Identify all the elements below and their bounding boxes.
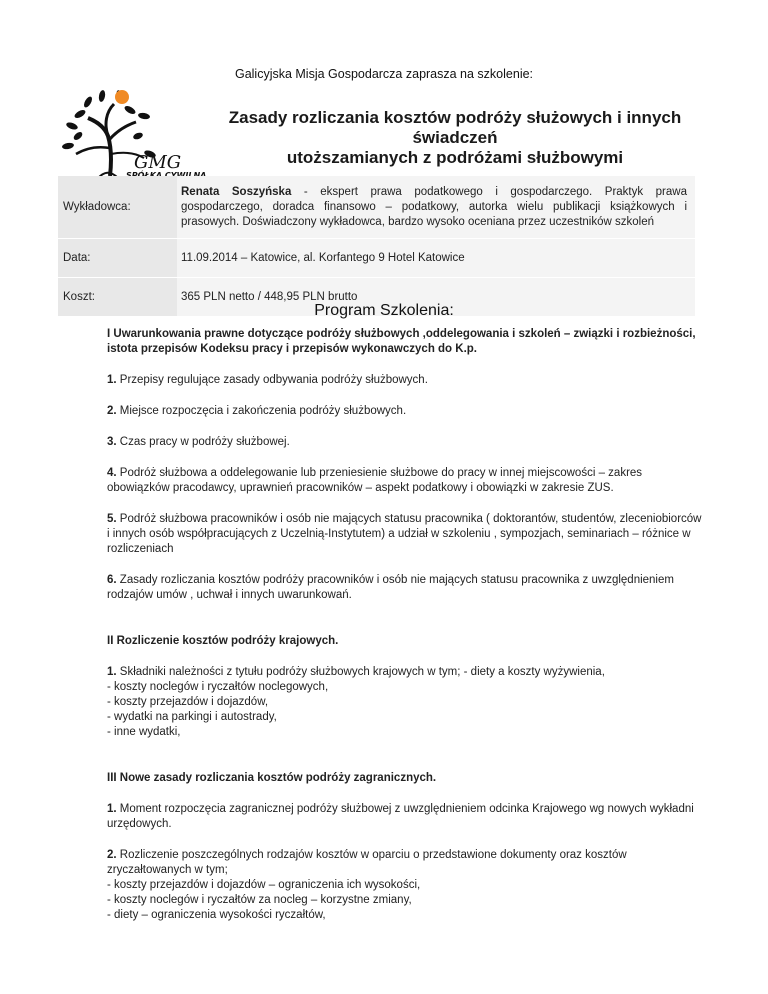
list-item: 1. Składniki należności z tytułu podróży służbowych krajowych w tym; - diety a koszty wyżywienia,	[107, 666, 605, 678]
lecturer-desc: - ekspert prawa podatkowego i gospodarczego. Praktyk prawa gospodarczego, doradca finansowo – podatkowy, autorka wielu publikacji książkowych i prasowych. Doświadczony wykładowca, bardzo wysoko oceniana przez uczestników szkoleń	[181, 185, 687, 228]
program-content	[107, 327, 707, 923]
lecturer-value	[177, 176, 695, 239]
sub-item: - koszty przejazdów i dojazdów – ograniczenia ich wysokości,	[107, 879, 421, 891]
list-item: 1. Przepisy regulujące zasady odbywania podróży służbowych.	[107, 374, 428, 386]
page-title: Zasady rozliczania kosztów podróży służowych i innych świadczeń utoższamianych z podróżami służbowymi	[228, 108, 682, 167]
lecturer-label: Wykładowca:	[58, 176, 177, 239]
info-table	[58, 176, 695, 316]
list-item: 5. Podróż służbowa pracowników i osób nie mających statusu pracownika ( doktorantów, studentów, zleceniobiorców i innych osób współpracujących z Uczelnią-Instytutem) a udział w szkoleniu , sympozjach, seminariach – różnice w rozliczeniach	[107, 513, 702, 555]
program-title: Program Szkolenia:	[314, 302, 454, 319]
sub-item: - inne wydatki,	[107, 726, 181, 738]
list-item: 2. Rozliczenie poszczególnych rodzajów kosztów w oparciu o przedstawione dokumenty oraz kosztów zryczałtowanych w tym;	[107, 849, 627, 876]
lecturer-name: Renata Soszyńska	[181, 185, 292, 198]
date-value: 11.09.2014 – Katowice, al. Korfantego 9 Hotel Katowice	[177, 239, 695, 278]
sub-item: - koszty noclegów i ryczałtów noclegowych,	[107, 681, 329, 693]
list-item: 4. Podróż służbowa a oddelegowanie lub przeniesienie służbowe do pracy w innej miejscowości – zakres obowiązków pracodawcy, uprawnień pracowników – aspekt podatkowy i obowiązki w zakresie ZUS.	[107, 467, 643, 494]
section-1-title: I Uwarunkowania prawne dotyczące podróży służbowych ,oddelegowania i szkoleń – związki i rozbieżności, istota przepisów Kodeksu pracy i przepisów wykonawczych do K.p.	[107, 328, 696, 355]
logo-text: GMG	[134, 152, 182, 173]
sub-item: - koszty noclegów i ryczałtów za nocleg – korzystne zmiany,	[107, 894, 412, 906]
cost-value: 365 PLN netto / 448,95 PLN brutto	[177, 278, 695, 317]
invite-line: Galicyjska Misja Gospodarcza zaprasza na szkolenie:	[234, 67, 534, 81]
list-item: 6. Zasady rozliczania kosztów podróży pracowników i osób nie mających statusu pracownika z uwzględnieniem rodzajów umów , uchwał i innych uwarunkowań.	[107, 574, 674, 601]
sun-icon	[115, 90, 129, 104]
list-item: 3. Czas pracy w podróży służbowej.	[107, 436, 290, 448]
date-row	[58, 239, 695, 278]
list-item: 1. Moment rozpoczęcia zagranicznej podróży służbowej z uwzględnieniem odcinka Krajowego wg nowych wykładni urzędowych.	[107, 803, 694, 830]
list-item: 2. Miejsce rozpoczęcia i zakończenia podróży służbowych.	[107, 405, 407, 417]
cost-label: Koszt:	[58, 278, 177, 317]
lecturer-row	[58, 176, 695, 239]
gmg-logo	[58, 88, 188, 178]
section-2-title: II Rozliczenie kosztów podróży krajowych.	[107, 635, 339, 647]
date-label: Data:	[58, 239, 177, 278]
sub-item: - wydatki na parkingi i autostrady,	[107, 711, 277, 723]
sub-item: - koszty przejazdów i dojazdów,	[107, 696, 269, 708]
sub-item: - diety – ograniczenia wysokości ryczałtów,	[107, 909, 326, 921]
section-3-title: III Nowe zasady rozliczania kosztów podróży zagranicznych.	[107, 772, 437, 784]
